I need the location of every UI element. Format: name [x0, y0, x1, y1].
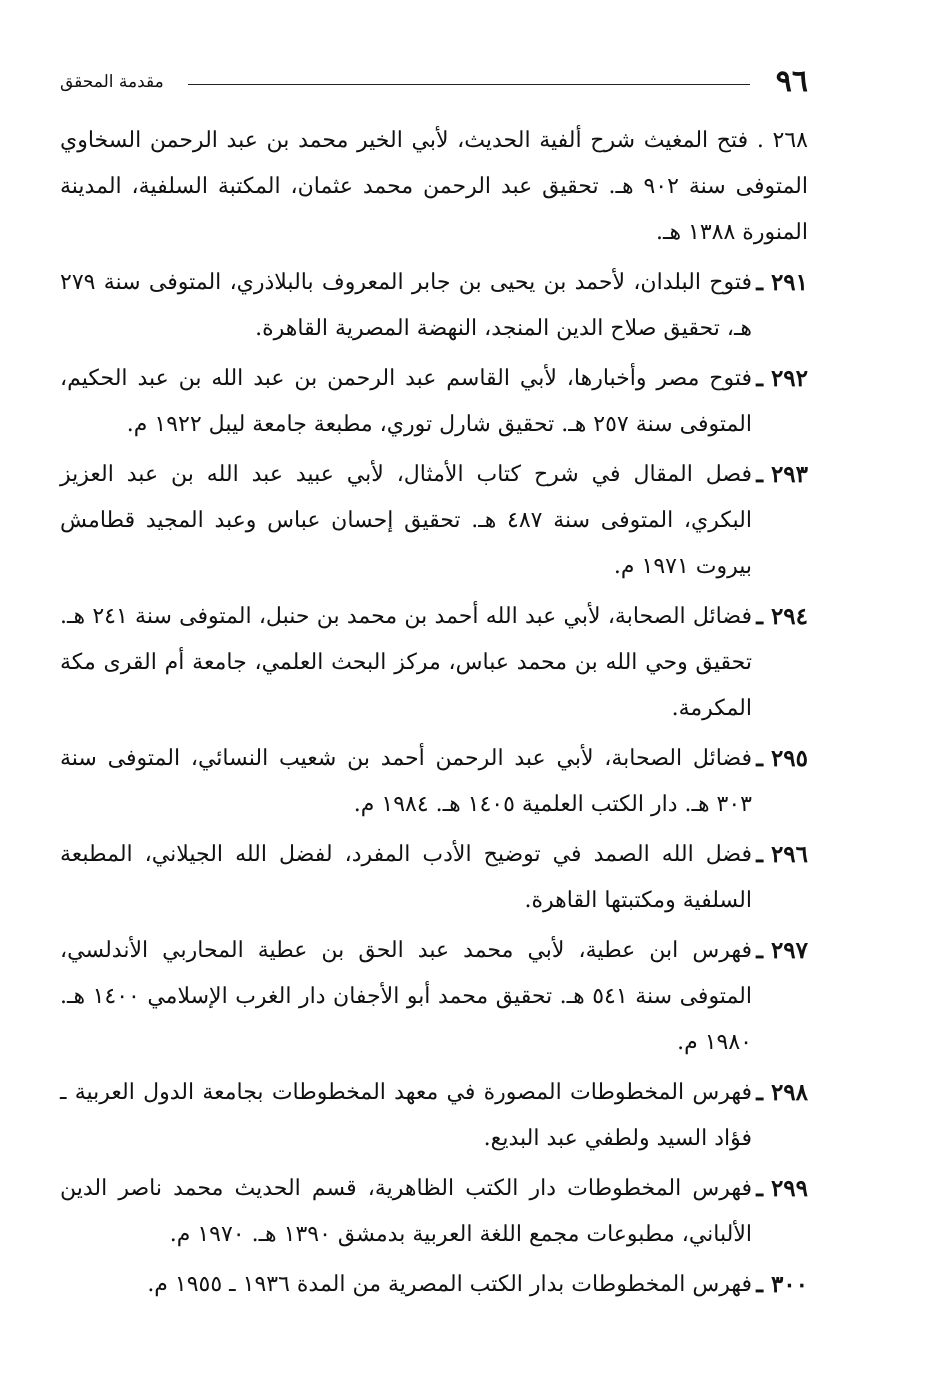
bibliography-entry: [60, 118, 808, 256]
entry-text: فتح المغيث شرح ألفية الحديث، لأبي الخير محمد بن عبد الرحمن السخاوي المتوفى سنة ٩٠٢ هـ. تحقيق عبد الرحمن محمد عثمان، المكتبة السلفية، المدينة المنورة ١٣٨٨ هـ.: [60, 128, 808, 245]
entry-text: فضائل الصحابة، لأبي عبد الرحمن أحمد بن شعيب النسائي، المتوفى سنة ٣٠٣ هـ. دار الكتب العلمية ١٤٠٥ هـ. ١٩٨٤ م.: [60, 746, 752, 817]
bibliography-entry: [60, 736, 808, 828]
bibliography-entry: [60, 260, 808, 352]
bibliography-entry: [60, 832, 808, 924]
entry-number: ٢٩٨ ـ: [756, 1079, 808, 1106]
page-number: ٩٦: [775, 64, 808, 99]
entry-text: فضل الله الصمد في توضيح الأدب المفرد، لفضل الله الجيلاني، المطبعة السلفية ومكتبتها القاهرة.: [60, 842, 752, 913]
bibliography-entry: [60, 452, 808, 590]
entry-number: ٢٩٥ ـ: [756, 745, 808, 772]
entry-text: فهرس المخطوطات المصورة في معهد المخطوطات بجامعة الدول العربية ـ فؤاد السيد ولطفي عبد البديع.: [60, 1080, 752, 1151]
entry-number: ٣٠٠ ـ: [756, 1271, 808, 1298]
entry-number: ٢٩٣ ـ: [756, 461, 808, 488]
entry-text: فهرس المخطوطات بدار الكتب المصرية من المدة ١٩٣٦ ـ ١٩٥٥ م.: [147, 1272, 752, 1297]
header-rule: [188, 84, 750, 85]
entry-number: ٢٦٨ .: [756, 128, 808, 153]
bibliography-entry: [60, 1166, 808, 1258]
bibliography-entry: [60, 1070, 808, 1162]
entry-text: فهرس ابن عطية، لأبي محمد عبد الحق بن عطية المحاربي الأندلسي، المتوفى سنة ٥٤١ هـ. تحقيق محمد أبو الأجفان دار الغرب الإسلامي ١٤٠٠ هـ. ١٩٨٠ م.: [60, 938, 752, 1055]
entry-number: ٢٩٧ ـ: [756, 937, 808, 964]
entry-number: ٢٩٤ ـ: [756, 603, 808, 630]
entry-number: ٢٩٦ ـ: [756, 841, 808, 868]
bibliography-entry: [60, 1262, 808, 1308]
entry-text: فهرس المخطوطات دار الكتب الظاهرية، قسم الحديث محمد ناصر الدين الألباني، مطبوعات مجمع اللغة العربية بدمشق ١٣٩٠ هـ. ١٩٧٠ م.: [60, 1176, 752, 1247]
page-header: [60, 62, 808, 102]
entry-number: ٢٩٢ ـ: [756, 365, 808, 392]
bibliography-list: [60, 118, 808, 1312]
entry-text: فصل المقال في شرح كتاب الأمثال، لأبي عبيد عبد الله بن عبد العزيز البكري، المتوفى سنة ٤٨٧ هـ. تحقيق إحسان عباس وعبد المجيد قطامش بيروت ١٩٧١ م.: [60, 462, 752, 579]
running-title: مقدمة المحقق: [60, 72, 164, 92]
bibliography-entry: [60, 356, 808, 448]
entry-text: فتوح مصر وأخبارها، لأبي القاسم عبد الرحمن بن عبد الله بن عبد الحكيم، المتوفى سنة ٢٥٧ هـ. تحقيق شارل توري، مطبعة جامعة ليبل ١٩٢٢ م.: [60, 366, 752, 437]
entry-number: ٢٩١ ـ: [756, 269, 808, 296]
bibliography-entry: [60, 928, 808, 1066]
entry-text: فتوح البلدان، لأحمد بن يحيى بن جابر المعروف بالبلاذري، المتوفى سنة ٢٧٩ هـ، تحقيق صلاح الدين المنجد، النهضة المصرية القاهرة.: [60, 270, 752, 341]
bibliography-entry: [60, 594, 808, 732]
entry-text: فضائل الصحابة، لأبي عبد الله أحمد بن محمد بن حنبل، المتوفى سنة ٢٤١ هـ. تحقيق وحي الله بن محمد عباس، مركز البحث العلمي، جامعة أم القرى مكة المكرمة.: [60, 604, 752, 721]
entry-number: ٢٩٩ ـ: [756, 1175, 808, 1202]
